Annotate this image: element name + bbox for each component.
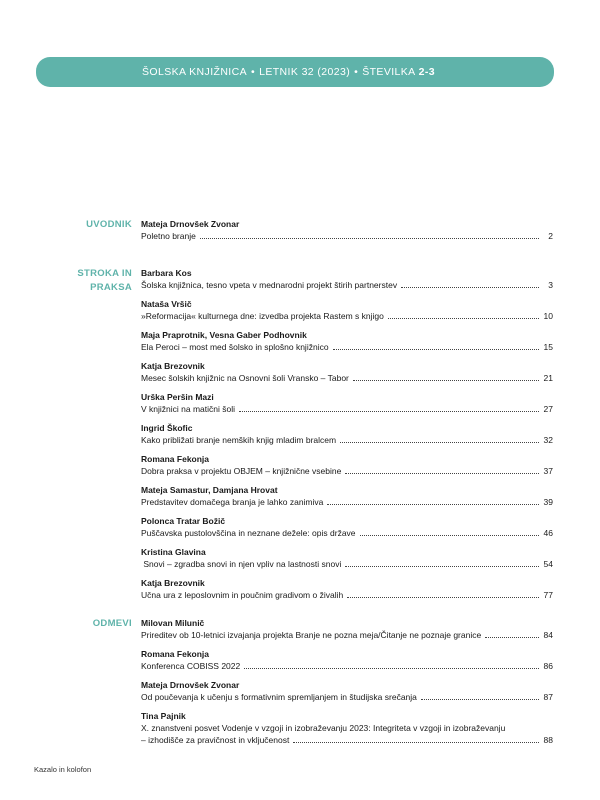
- entry-page: 84: [543, 630, 553, 640]
- leader-dots: [327, 504, 539, 505]
- entry-page: 2: [548, 231, 553, 241]
- leader-dots: [239, 411, 539, 412]
- issue-label: ŠTEVILKA: [362, 66, 416, 78]
- section-label: [62, 267, 132, 295]
- toc-entry[interactable]: [141, 267, 553, 291]
- entry-author: Urška Peršin Mazi: [141, 392, 214, 402]
- toc-entry[interactable]: [141, 360, 553, 384]
- entry-page: 10: [543, 311, 553, 321]
- toc-entry[interactable]: [141, 546, 553, 570]
- entry-title: Mesec šolskih knjižnic na Osnovni šoli Vransko – Tabor: [141, 373, 349, 383]
- leader-dots: [333, 349, 539, 350]
- entry-author: Maja Praprotnik, Vesna Gaber Podhovnik: [141, 330, 307, 340]
- toc-entry[interactable]: [141, 710, 553, 746]
- entry-author: Ingrid Škofic: [141, 423, 193, 433]
- entry-title: Učna ura z leposlovnim in poučnim gradivom o živalih: [141, 590, 344, 600]
- entry-page: 54: [543, 559, 553, 569]
- entry-title: Konferenca COBISS 2022: [141, 661, 241, 671]
- leader-dots: [244, 668, 539, 669]
- entry-page: 39: [543, 497, 553, 507]
- volume: LETNIK 32 (2023): [259, 66, 351, 78]
- entry-title-line: – izhodišče za pravičnost in vključenost: [141, 735, 290, 745]
- leader-dots: [345, 566, 539, 567]
- entry-title: Snovi – zgradba snovi in njen vpliv na lastnosti snovi: [141, 559, 342, 569]
- toc-entry[interactable]: [141, 329, 553, 353]
- leader-dots: [485, 637, 539, 638]
- entry-author: Barbara Kos: [141, 268, 192, 278]
- entry-author: Romana Fekonja: [141, 454, 210, 464]
- entry-author: Mateja Samastur, Damjana Hrovat: [141, 485, 278, 495]
- section-label: [62, 218, 132, 232]
- leader-dots: [347, 597, 539, 598]
- entry-page: 32: [543, 435, 553, 445]
- leader-dots: [388, 318, 539, 319]
- separator: •: [251, 66, 256, 78]
- section-label-text: UVODNIK: [86, 219, 132, 230]
- entry-page: 37: [543, 466, 553, 476]
- entry-page: 86: [543, 661, 553, 671]
- entry-page: 15: [543, 342, 553, 352]
- section-label-line: PRAKSA: [90, 282, 132, 293]
- issue-number: 2-3: [418, 66, 435, 78]
- header-banner: [36, 57, 554, 87]
- entry-author: Katja Brezovnik: [141, 361, 205, 371]
- toc-entry[interactable]: [141, 298, 553, 322]
- section-label: [62, 617, 132, 631]
- leader-dots: [200, 238, 539, 239]
- toc-entry[interactable]: [141, 391, 553, 415]
- toc-entry[interactable]: [141, 484, 553, 508]
- leader-dots: [401, 287, 539, 288]
- entry-title: Poletno branje: [141, 231, 196, 241]
- separator: •: [354, 66, 359, 78]
- publication-name: ŠOLSKA KNJIŽNICA: [142, 66, 248, 78]
- entry-page: 21: [543, 373, 553, 383]
- entry-page: 3: [548, 280, 553, 290]
- toc-entry[interactable]: [141, 577, 553, 601]
- entry-title: Šolska knjižnica, tesno vpeta v mednarodni projekt štirih partnerstev: [141, 280, 398, 290]
- entry-title: Ela Peroci – most med šolsko in splošno knjižnico: [141, 342, 329, 352]
- entry-page: 77: [543, 590, 553, 600]
- toc-entry[interactable]: [141, 679, 553, 703]
- entry-list: [141, 617, 553, 753]
- entry-title: Predstavitev domačega branja je lahko zanimiva: [141, 497, 324, 507]
- entry-title: Od poučevanja k učenju s formativnim spremljanjem in študijska srečanja: [141, 692, 417, 702]
- entry-title: Dobra praksa v projektu OBJEM – knjižnične vsebine: [141, 466, 342, 476]
- entry-title: Kako približati branje nemških knjig mladim bralcem: [141, 435, 337, 445]
- leader-dots: [345, 473, 539, 474]
- leader-dots: [340, 442, 539, 443]
- entry-list: [141, 267, 553, 608]
- section-label-text: ODMEVI: [92, 618, 132, 629]
- toc-entry[interactable]: [141, 515, 553, 539]
- toc-entry[interactable]: [141, 218, 553, 242]
- toc-entry[interactable]: [141, 648, 553, 672]
- leader-dots: [353, 380, 539, 381]
- entry-page: 27: [543, 404, 553, 414]
- leader-dots: [293, 742, 539, 743]
- entry-author: Kristina Glavina: [141, 547, 206, 557]
- entry-list: [141, 218, 553, 249]
- entry-author: Romana Fekonja: [141, 649, 210, 659]
- entry-author: Milovan Milunič: [141, 618, 205, 628]
- leader-dots: [360, 535, 539, 536]
- toc-entry[interactable]: [141, 617, 553, 641]
- entry-author: Nataša Vršič: [141, 299, 192, 309]
- entry-page: 88: [543, 735, 553, 745]
- entry-page: 46: [543, 528, 553, 538]
- leader-dots: [421, 699, 539, 700]
- footer-label: Kazalo in kolofon: [34, 765, 92, 774]
- entry-author: Mateja Drnovšek Zvonar: [141, 219, 240, 229]
- entry-title: Prireditev ob 10-letnici izvajanja projekta Branje ne pozna meja/Čitanje ne poznaje granice: [141, 630, 482, 640]
- entry-author: Mateja Drnovšek Zvonar: [141, 680, 240, 690]
- entry-title: Puščavska pustolovščina in neznane dežele: opis države: [141, 528, 356, 538]
- entry-author: Katja Brezovnik: [141, 578, 205, 588]
- entry-page: 87: [543, 692, 553, 702]
- toc-entry[interactable]: [141, 422, 553, 446]
- entry-title-line: X. znanstveni posvet Vodenje v vzgoji in izobraževanju 2023: Integriteta v vzgoji in izobraževanju: [141, 723, 506, 733]
- section-label-line: STROKA IN: [77, 268, 132, 279]
- entry-title: »Reformacija« kulturnega dne: izvedba projekta Rastem s knjigo: [141, 311, 384, 321]
- entry-author: Tina Pajnik: [141, 711, 186, 721]
- entry-title: V knjižnici na matični šoli: [141, 404, 236, 414]
- toc-entry[interactable]: [141, 453, 553, 477]
- entry-author: Polonca Tratar Božič: [141, 516, 226, 526]
